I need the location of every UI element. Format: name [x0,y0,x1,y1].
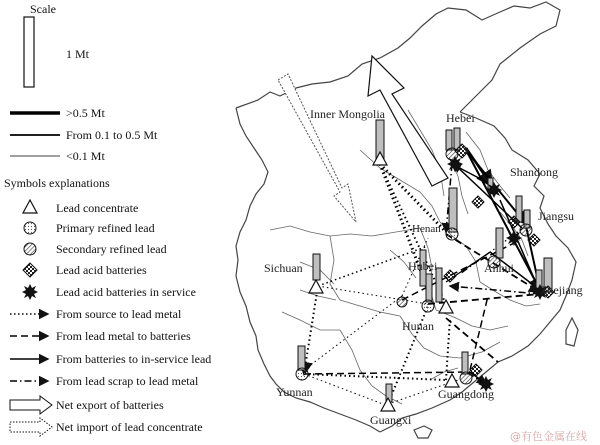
province-label-hubei: Hubei [408,259,438,273]
secondary-refined-lead-icon [460,372,472,384]
batteries-in-service-icon [22,284,38,300]
province-label-shandong: Shandong [510,165,558,179]
lead-acid-batteries-icon [444,270,456,282]
legend-item-label: Secondary refined lead [56,242,167,256]
province-label-henan: Henan [412,223,441,235]
primary-refined-lead-icon [296,368,308,380]
legend-item-label: From lead metal to batteries [56,329,191,343]
scale-value: 1 Mt [66,47,90,61]
legend-item-label: From batteries to in-service lead [56,352,212,366]
primary-refined-lead-icon [24,222,36,234]
scale-bar [24,17,34,87]
province-label-sichuan: Sichuan [264,261,303,275]
legend-item-label: Lead concentrate [56,201,139,215]
province-label-yunnan: Yunnan [276,385,313,399]
province-label-anhui: Anhui [484,261,514,275]
net-import-concentrate-arrow [278,74,356,222]
province-label-inner-mongolia: Inner Mongolia [310,107,385,121]
lead-concentrate-icon [23,200,37,213]
lead-concentrate-icon [309,280,323,293]
primary-refined-lead-icon [422,300,434,312]
bar-jiangsu [516,196,522,222]
province-label-hebei: Hebei [446,111,475,125]
net-import-arrow-icon [10,418,52,436]
bar-henan [449,188,457,232]
legend-item-label: From source to lead metal [56,307,182,321]
line-medium-label: From 0.1 to 0.5 Mt [66,128,158,142]
lead-concentrate-icon [381,398,395,411]
line-thin-label: <0.1 Mt [66,149,105,163]
lead-acid-batteries-icon [472,196,484,208]
symbols-title: Symbols explanations [4,176,110,190]
legend-item-label: Net import of lead concentrate [56,420,203,434]
province-label-guangxi: Guangxi [370,413,412,427]
secondary-refined-lead-icon [520,224,532,236]
lead-concentrate-icon [373,152,387,165]
legend-item-label: Lead acid batteries [56,263,147,277]
lead-acid-batteries-icon [23,263,37,277]
scale-title: Scale [30,2,56,16]
secondary-refined-lead-icon [24,243,36,255]
net-export-arrow-icon [10,396,52,414]
bar-anhui [496,228,503,258]
province-label-jiangsu: Jiangsu [538,209,574,223]
primary-refined-lead-icon [446,228,458,240]
line-thick-label: >0.5 Mt [66,106,105,120]
secondary-refined-lead-icon [397,297,407,307]
bar-hunan-2 [436,268,442,302]
legend-item-label: Primary refined lead [56,221,155,235]
bar-hebei [446,130,452,150]
legend-item-label: From lead scrap to lead metal [56,374,199,388]
province-label-guangdong: Guangdong [438,387,494,401]
province-label-zhejiang: Zhejiang [540,283,583,297]
batteries-in-service-icon [447,156,463,172]
watermark: @有色金属在线 [510,430,587,443]
legend-item-label: Net export of batteries [56,398,164,412]
bar-yunnan [298,346,305,370]
province-label-hunan: Hunan [402,319,434,333]
legend [4,2,211,436]
bar-hunan [426,274,432,302]
bar-sichuan [313,254,320,280]
legend-item-label: Lead acid batteries in service [56,285,196,299]
bar-guangdong [462,352,468,374]
batteries-in-service-icon [486,182,502,198]
batteries-in-service-icon [506,230,522,246]
